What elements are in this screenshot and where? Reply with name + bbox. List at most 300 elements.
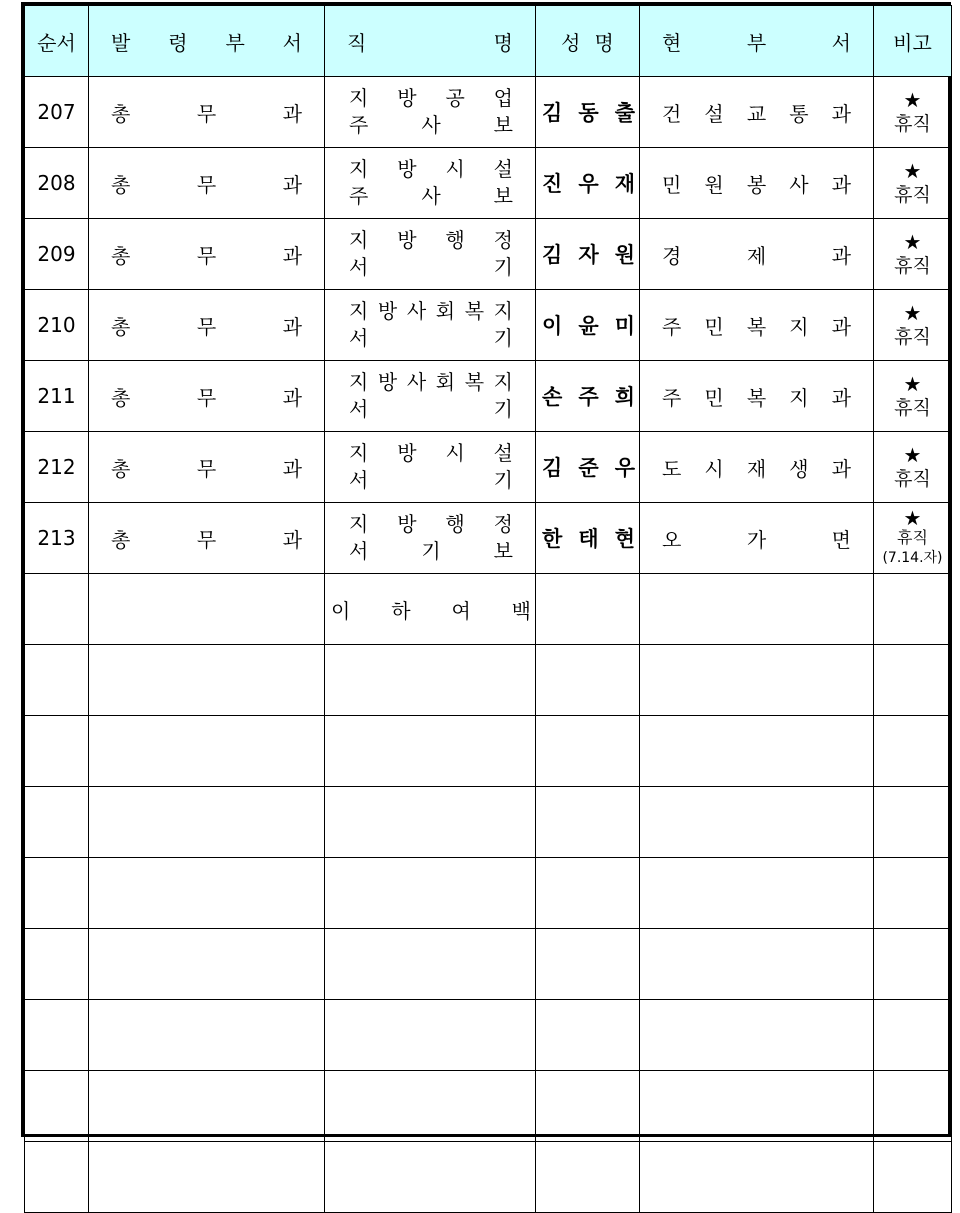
issuing-dept-cell <box>89 503 325 574</box>
person-name-char: 원 <box>614 243 635 267</box>
star-icon: ★ <box>903 506 922 530</box>
blank-marker-char: 이 <box>331 598 351 623</box>
person-name-letters <box>536 523 639 553</box>
position-cell <box>325 77 536 148</box>
name-cell <box>536 148 640 219</box>
issuing-dept-char: 무 <box>196 172 217 197</box>
position-cell <box>325 432 536 503</box>
current-dept-cell <box>640 361 874 432</box>
position-char: 방 <box>397 157 417 181</box>
person-name-char: 손 <box>542 385 563 409</box>
current-dept-letters <box>640 169 873 198</box>
issuing-dept-char: 무 <box>196 101 217 126</box>
personnel-table <box>24 5 952 1213</box>
issuing-dept-char: 무 <box>196 527 217 552</box>
remarks-cell <box>874 503 952 574</box>
empty-row <box>25 1071 952 1142</box>
name-cell <box>536 290 640 361</box>
position-cell <box>325 148 536 219</box>
person-name-char: 재 <box>614 172 635 196</box>
position-char: 서 <box>349 255 369 279</box>
blank-marker-char: 백 <box>511 598 531 623</box>
position-char: 복 <box>464 370 485 394</box>
issuing-dept-cell <box>89 219 325 290</box>
issuing-dept-cell <box>89 77 325 148</box>
person-name-char: 현 <box>614 527 635 551</box>
empty-cell <box>25 1142 89 1213</box>
position-char: 방 <box>397 86 417 110</box>
issuing-dept-char: 과 <box>282 172 302 197</box>
position-line-2 <box>349 467 513 494</box>
position-char: 설 <box>493 157 513 181</box>
current-dept-char: 과 <box>831 385 851 410</box>
table-row <box>25 503 952 574</box>
empty-row <box>25 645 952 716</box>
person-name-char: 주 <box>578 385 599 409</box>
position-char: 시 <box>445 441 465 465</box>
person-name-char: 희 <box>614 385 635 409</box>
position-line-2 <box>349 538 513 565</box>
header-current-dept: 현 부 서 <box>640 6 874 77</box>
name-cell <box>536 219 640 290</box>
table-row <box>25 361 952 432</box>
person-name-letters <box>536 381 639 411</box>
header-position: 직 명 <box>325 6 536 77</box>
issuing-dept-cell <box>89 290 325 361</box>
empty-cell <box>325 929 536 1000</box>
empty-cell <box>25 1071 89 1142</box>
leave-status: 휴직 <box>894 326 931 348</box>
issuing-dept-char: 무 <box>196 243 217 268</box>
empty-cell <box>89 858 325 929</box>
current-dept-char: 도 <box>662 456 682 481</box>
empty-cell <box>640 858 874 929</box>
issuing-dept-char: 과 <box>282 456 302 481</box>
empty-cell <box>640 929 874 1000</box>
issuing-dept-char: 총 <box>111 527 131 552</box>
remarks-cell <box>874 148 952 219</box>
empty-cell <box>874 929 952 1000</box>
empty-cell <box>536 1000 640 1071</box>
current-dept-cell <box>640 503 874 574</box>
position-cell <box>325 503 536 574</box>
current-dept-char: 주 <box>662 385 682 410</box>
current-dept-char: 설 <box>704 101 724 126</box>
person-name-char: 진 <box>542 172 563 196</box>
leave-status: 휴직 <box>894 397 931 419</box>
position-cell <box>325 361 536 432</box>
current-dept-char: 원 <box>704 172 724 197</box>
position-char: 방 <box>377 299 398 323</box>
issuing-dept-letters <box>89 169 324 198</box>
person-name-char: 김 <box>542 101 563 125</box>
name-cell <box>536 77 640 148</box>
position-char: 설 <box>493 441 513 465</box>
position-char: 지 <box>349 370 369 394</box>
position-cell <box>325 290 536 361</box>
empty-cell <box>536 787 640 858</box>
current-dept-letters <box>640 524 873 553</box>
header-issuing-dept: 발 령 부 서 <box>89 6 325 77</box>
person-name-letters <box>536 310 639 340</box>
empty-cell <box>325 645 536 716</box>
order-number: 212 <box>37 455 76 479</box>
name-cell <box>536 503 640 574</box>
empty-cell <box>536 645 640 716</box>
empty-cell <box>536 858 640 929</box>
person-name-char: 김 <box>542 456 563 480</box>
position-char: 주 <box>349 113 369 137</box>
remarks-cell <box>874 361 952 432</box>
current-dept-char: 봉 <box>746 172 767 197</box>
issuing-dept-letters <box>89 98 324 127</box>
star-icon: ★ <box>903 230 922 254</box>
empty-cell <box>874 1142 952 1213</box>
issuing-dept-char: 과 <box>282 314 302 339</box>
position-line-1 <box>349 85 513 112</box>
order-cell <box>25 361 89 432</box>
position-line-2 <box>349 254 513 281</box>
person-name-char: 준 <box>578 456 599 480</box>
leave-status: 휴직 <box>894 113 931 135</box>
current-dept-char: 복 <box>746 314 767 339</box>
position-line-2 <box>349 325 513 352</box>
position-char: 기 <box>493 468 513 492</box>
remarks-cell <box>874 77 952 148</box>
leave-status: 휴직 <box>894 468 931 490</box>
empty-row <box>25 1142 952 1213</box>
current-dept-letters <box>640 382 873 411</box>
empty-cell <box>25 574 89 645</box>
position-char: 행 <box>445 228 465 252</box>
empty-cell <box>640 574 874 645</box>
person-name-letters <box>536 452 639 482</box>
star-icon: ★ <box>903 372 922 396</box>
empty-cell <box>640 787 874 858</box>
current-dept-char: 재 <box>746 456 767 481</box>
position-char: 기 <box>421 539 441 563</box>
current-dept-char: 지 <box>789 385 809 410</box>
empty-row <box>25 858 952 929</box>
issuing-dept-cell <box>89 361 325 432</box>
current-dept-letters <box>640 311 873 340</box>
name-cell <box>536 361 640 432</box>
empty-cell <box>536 929 640 1000</box>
position-char: 서 <box>349 397 369 421</box>
person-name-letters <box>536 168 639 198</box>
leave-status: 휴직 <box>897 528 928 547</box>
blank-marker-char: 하 <box>391 598 411 623</box>
position-char: 서 <box>349 468 369 492</box>
order-number: 207 <box>37 100 76 124</box>
empty-cell <box>25 929 89 1000</box>
position-char: 기 <box>493 397 513 421</box>
empty-cell <box>640 1142 874 1213</box>
position-text <box>325 511 535 565</box>
position-char: 사 <box>406 299 427 323</box>
empty-cell <box>536 716 640 787</box>
position-char: 지 <box>349 228 369 252</box>
table-row <box>25 219 952 290</box>
issuing-dept-char: 총 <box>111 243 131 268</box>
position-line-1 <box>349 156 513 183</box>
position-char: 지 <box>349 299 369 323</box>
person-name-letters <box>536 97 639 127</box>
position-line-2 <box>349 396 513 423</box>
issuing-dept-cell <box>89 432 325 503</box>
issuing-dept-cell <box>89 148 325 219</box>
leave-status: 휴직 <box>894 255 931 277</box>
empty-cell <box>325 716 536 787</box>
order-cell <box>25 77 89 148</box>
empty-cell <box>640 1071 874 1142</box>
issuing-dept-char: 무 <box>196 385 217 410</box>
issuing-dept-letters <box>89 453 324 482</box>
position-text <box>325 369 535 423</box>
empty-row <box>25 716 952 787</box>
position-char: 보 <box>493 184 513 208</box>
table-row <box>25 148 952 219</box>
issuing-dept-char: 과 <box>282 385 302 410</box>
empty-cell <box>874 787 952 858</box>
blank-marker-cell <box>325 574 536 645</box>
order-cell <box>25 290 89 361</box>
position-char: 회 <box>435 370 456 394</box>
issuing-dept-char: 총 <box>111 101 131 126</box>
empty-cell <box>89 1071 325 1142</box>
current-dept-char: 과 <box>831 314 851 339</box>
empty-row <box>25 1000 952 1071</box>
order-cell <box>25 148 89 219</box>
empty-cell <box>89 645 325 716</box>
issuing-dept-letters <box>89 311 324 340</box>
order-cell <box>25 503 89 574</box>
position-text <box>325 156 535 210</box>
order-number: 211 <box>37 384 76 408</box>
empty-row <box>25 929 952 1000</box>
table-row <box>25 432 952 503</box>
empty-cell <box>325 1000 536 1071</box>
blank-marker-row <box>25 574 952 645</box>
issuing-dept-letters <box>89 240 324 269</box>
person-name-char: 한 <box>542 527 563 551</box>
current-dept-cell <box>640 77 874 148</box>
empty-cell <box>89 787 325 858</box>
current-dept-char: 시 <box>704 456 724 481</box>
current-dept-char: 제 <box>746 243 767 268</box>
empty-cell <box>874 1071 952 1142</box>
order-number: 210 <box>37 313 76 337</box>
empty-cell <box>325 858 536 929</box>
order-number: 213 <box>37 526 76 550</box>
empty-cell <box>89 574 325 645</box>
position-char: 지 <box>349 441 369 465</box>
star-icon: ★ <box>903 443 922 467</box>
issuing-dept-char: 무 <box>196 314 217 339</box>
person-name-char: 미 <box>614 314 635 338</box>
position-char: 공 <box>445 86 465 110</box>
header-name: 성 명 <box>536 6 640 77</box>
position-char: 보 <box>493 113 513 137</box>
position-text <box>325 440 535 494</box>
current-dept-letters <box>640 98 873 127</box>
current-dept-letters <box>640 240 873 269</box>
position-char: 방 <box>397 512 417 536</box>
empty-cell <box>640 1000 874 1071</box>
position-char: 방 <box>377 370 398 394</box>
position-char: 정 <box>493 512 513 536</box>
issuing-dept-char: 총 <box>111 456 131 481</box>
issuing-dept-char: 무 <box>196 456 217 481</box>
position-line-2 <box>349 112 513 139</box>
position-text <box>325 85 535 139</box>
position-char: 서 <box>349 326 369 350</box>
position-line-2 <box>349 183 513 210</box>
issuing-dept-char: 총 <box>111 385 131 410</box>
position-char: 방 <box>397 228 417 252</box>
current-dept-char: 과 <box>831 101 851 126</box>
current-dept-char: 주 <box>662 314 682 339</box>
current-dept-char: 지 <box>789 314 809 339</box>
current-dept-char: 생 <box>789 456 809 481</box>
position-line-1 <box>349 440 513 467</box>
current-dept-char: 민 <box>704 385 724 410</box>
empty-cell <box>874 716 952 787</box>
position-char: 서 <box>349 539 369 563</box>
table-row <box>25 77 952 148</box>
person-name-char: 우 <box>614 456 635 480</box>
header-remarks: 비고 <box>874 6 952 77</box>
empty-cell <box>325 787 536 858</box>
leave-status: 휴직 <box>894 184 931 206</box>
empty-cell <box>89 1142 325 1213</box>
person-name-char: 출 <box>614 101 635 125</box>
table-header-row <box>25 6 952 77</box>
position-char: 기 <box>493 326 513 350</box>
position-line-1 <box>349 511 513 538</box>
position-char: 지 <box>493 370 513 394</box>
empty-cell <box>25 787 89 858</box>
position-char: 지 <box>349 157 369 181</box>
remarks-cell <box>874 432 952 503</box>
position-char: 시 <box>445 157 465 181</box>
current-dept-char: 사 <box>789 172 809 197</box>
person-name-char: 자 <box>578 243 599 267</box>
person-name-char: 윤 <box>578 314 599 338</box>
current-dept-char: 교 <box>746 101 767 126</box>
current-dept-char: 과 <box>831 243 851 268</box>
position-line-1 <box>349 298 513 325</box>
position-char: 방 <box>397 441 417 465</box>
position-char: 지 <box>349 86 369 110</box>
position-char: 사 <box>421 113 441 137</box>
empty-cell <box>640 716 874 787</box>
person-name-char: 동 <box>578 101 599 125</box>
position-char: 보 <box>493 539 513 563</box>
current-dept-char: 가 <box>746 527 767 552</box>
star-icon: ★ <box>903 88 922 112</box>
current-dept-char: 건 <box>662 101 682 126</box>
empty-cell <box>536 574 640 645</box>
position-line-1 <box>349 227 513 254</box>
header-order: 순서 <box>25 6 89 77</box>
empty-cell <box>25 858 89 929</box>
position-char: 행 <box>445 512 465 536</box>
empty-cell <box>874 574 952 645</box>
current-dept-char: 과 <box>831 456 851 481</box>
blank-marker-char: 여 <box>451 598 471 623</box>
empty-cell <box>536 1071 640 1142</box>
current-dept-cell <box>640 290 874 361</box>
empty-cell <box>89 1000 325 1071</box>
current-dept-cell <box>640 432 874 503</box>
current-dept-char: 오 <box>662 527 682 552</box>
position-char: 복 <box>464 299 485 323</box>
blank-marker-letters <box>325 595 535 624</box>
person-name-char: 이 <box>542 314 563 338</box>
position-cell <box>325 219 536 290</box>
star-icon: ★ <box>903 301 922 325</box>
current-dept-char: 경 <box>662 243 682 268</box>
current-dept-cell <box>640 148 874 219</box>
empty-cell <box>640 645 874 716</box>
person-name-char: 태 <box>578 527 599 551</box>
leave-date: (7.14.자) <box>882 550 943 566</box>
empty-cell <box>25 1000 89 1071</box>
issuing-dept-char: 과 <box>282 243 302 268</box>
order-cell <box>25 219 89 290</box>
person-name-letters <box>536 239 639 269</box>
position-text <box>325 298 535 352</box>
current-dept-char: 과 <box>831 172 851 197</box>
position-char: 사 <box>406 370 427 394</box>
position-char: 사 <box>421 184 441 208</box>
empty-cell <box>874 645 952 716</box>
empty-cell <box>89 716 325 787</box>
position-line-1 <box>349 369 513 396</box>
empty-cell <box>874 1000 952 1071</box>
issuing-dept-char: 과 <box>282 527 302 552</box>
position-char: 지 <box>349 512 369 536</box>
empty-cell <box>874 858 952 929</box>
name-cell <box>536 432 640 503</box>
current-dept-cell <box>640 219 874 290</box>
current-dept-char: 복 <box>746 385 767 410</box>
issuing-dept-char: 과 <box>282 101 302 126</box>
position-char: 지 <box>493 299 513 323</box>
empty-cell <box>325 1071 536 1142</box>
position-char: 주 <box>349 184 369 208</box>
remarks-cell <box>874 290 952 361</box>
star-icon: ★ <box>903 159 922 183</box>
current-dept-char: 통 <box>789 101 809 126</box>
order-cell <box>25 432 89 503</box>
empty-cell <box>325 1142 536 1213</box>
empty-cell <box>89 929 325 1000</box>
issuing-dept-letters <box>89 382 324 411</box>
position-char: 기 <box>493 255 513 279</box>
current-dept-char: 면 <box>831 527 851 552</box>
position-text <box>325 227 535 281</box>
issuing-dept-char: 총 <box>111 172 131 197</box>
empty-cell <box>25 716 89 787</box>
issuing-dept-char: 총 <box>111 314 131 339</box>
issuing-dept-letters <box>89 524 324 553</box>
empty-row <box>25 787 952 858</box>
person-name-char: 김 <box>542 243 563 267</box>
order-number: 209 <box>37 242 76 266</box>
empty-cell <box>536 1142 640 1213</box>
